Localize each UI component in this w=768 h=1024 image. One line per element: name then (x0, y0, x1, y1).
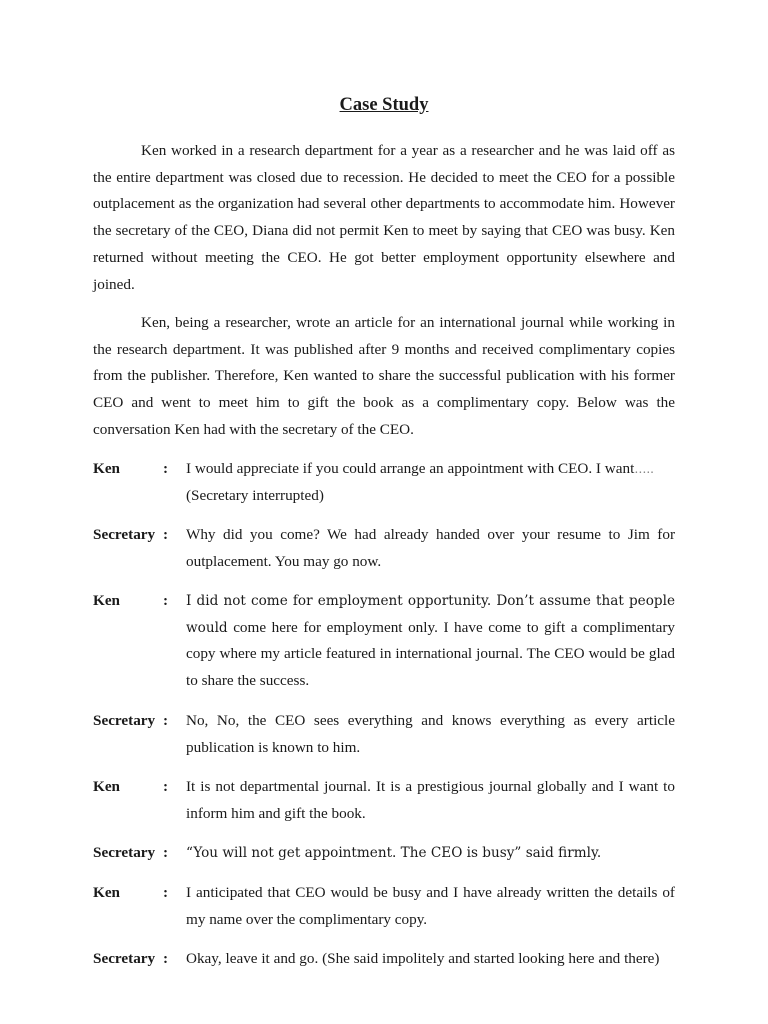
speech-first-line: I did not come for employment opportunity. Don’t assume that people would (186, 593, 675, 636)
speaker-colon: : (163, 844, 169, 861)
speaker-colon: : (163, 526, 169, 543)
speech-main: I would appreciate if you could arrange an appointment with CEO. I want (186, 460, 635, 477)
speaker-name: Secretary (93, 844, 156, 861)
speaker-name: Ken (93, 778, 121, 795)
intro-paragraph: Ken worked in a research department for a year as a researcher and he was laid off as the entire department was closed due to recession. He decided to meet the CEO for a possible outplacement as the organization had several other departments to accommodate him. However the secretary of the CEO, Diana did not permit Ken to meet by saying that CEO was busy. Ken returned without meeting the CEO. He got better employment opportunity elsewhere and joined. (93, 142, 675, 293)
speech-text (186, 588, 675, 695)
speech-text: I anticipated that CEO would be busy and I have already written the details of my name over the complimentary copy. (186, 884, 675, 928)
speaker-name: Ken (93, 460, 121, 477)
speaker-name: Secretary (93, 950, 156, 967)
speech-rest: come here for employment only. I have come to gift a complimentary copy where my article featured in international journal. The CEO would be glad to share the success. (186, 618, 675, 690)
speech-text: It is not departmental journal. It is a prestigious journal globally and I want to inform him and gift the book. (186, 778, 675, 822)
speaker-name: Secretary (93, 526, 156, 543)
speaker-colon: : (163, 592, 169, 609)
context-paragraph: Ken, being a researcher, wrote an article for an international journal while working in the research department. It was published after 9 months and received complimentary copies from the publisher. Therefore, Ken wanted to share the successful publication with his former CEO and went to meet him to gift the book as a complimentary copy. Below was the conversation Ken had with the secretary of the CEO. (93, 314, 675, 438)
speaker-colon: : (163, 778, 169, 795)
document-title: Case Study (339, 95, 429, 115)
speaker-colon: : (163, 712, 169, 729)
speech-text: Why did you come? We had already handed over your resume to Jim for outplacement. You may go now. (186, 526, 675, 570)
speech-main: “You will not get appointment. The CEO is busy” said firmly. (186, 845, 602, 861)
speech-trailing: ….. (634, 462, 654, 476)
speaker-name: Ken (93, 884, 121, 901)
speech-note: (Secretary interrupted) (186, 486, 324, 504)
speech-text: Okay, leave it and go. (She said impolitely and started looking here and there) (186, 950, 660, 967)
speaker-name: Ken (93, 592, 121, 609)
speech-text (186, 456, 675, 509)
speaker-colon: : (163, 950, 169, 967)
speaker-name: Secretary (93, 712, 156, 729)
speaker-colon: : (163, 460, 169, 477)
speaker-colon: : (163, 884, 169, 901)
speech-text (186, 840, 675, 867)
speech-text: No, No, the CEO sees everything and knows everything as every article publication is known to him. (186, 712, 675, 756)
